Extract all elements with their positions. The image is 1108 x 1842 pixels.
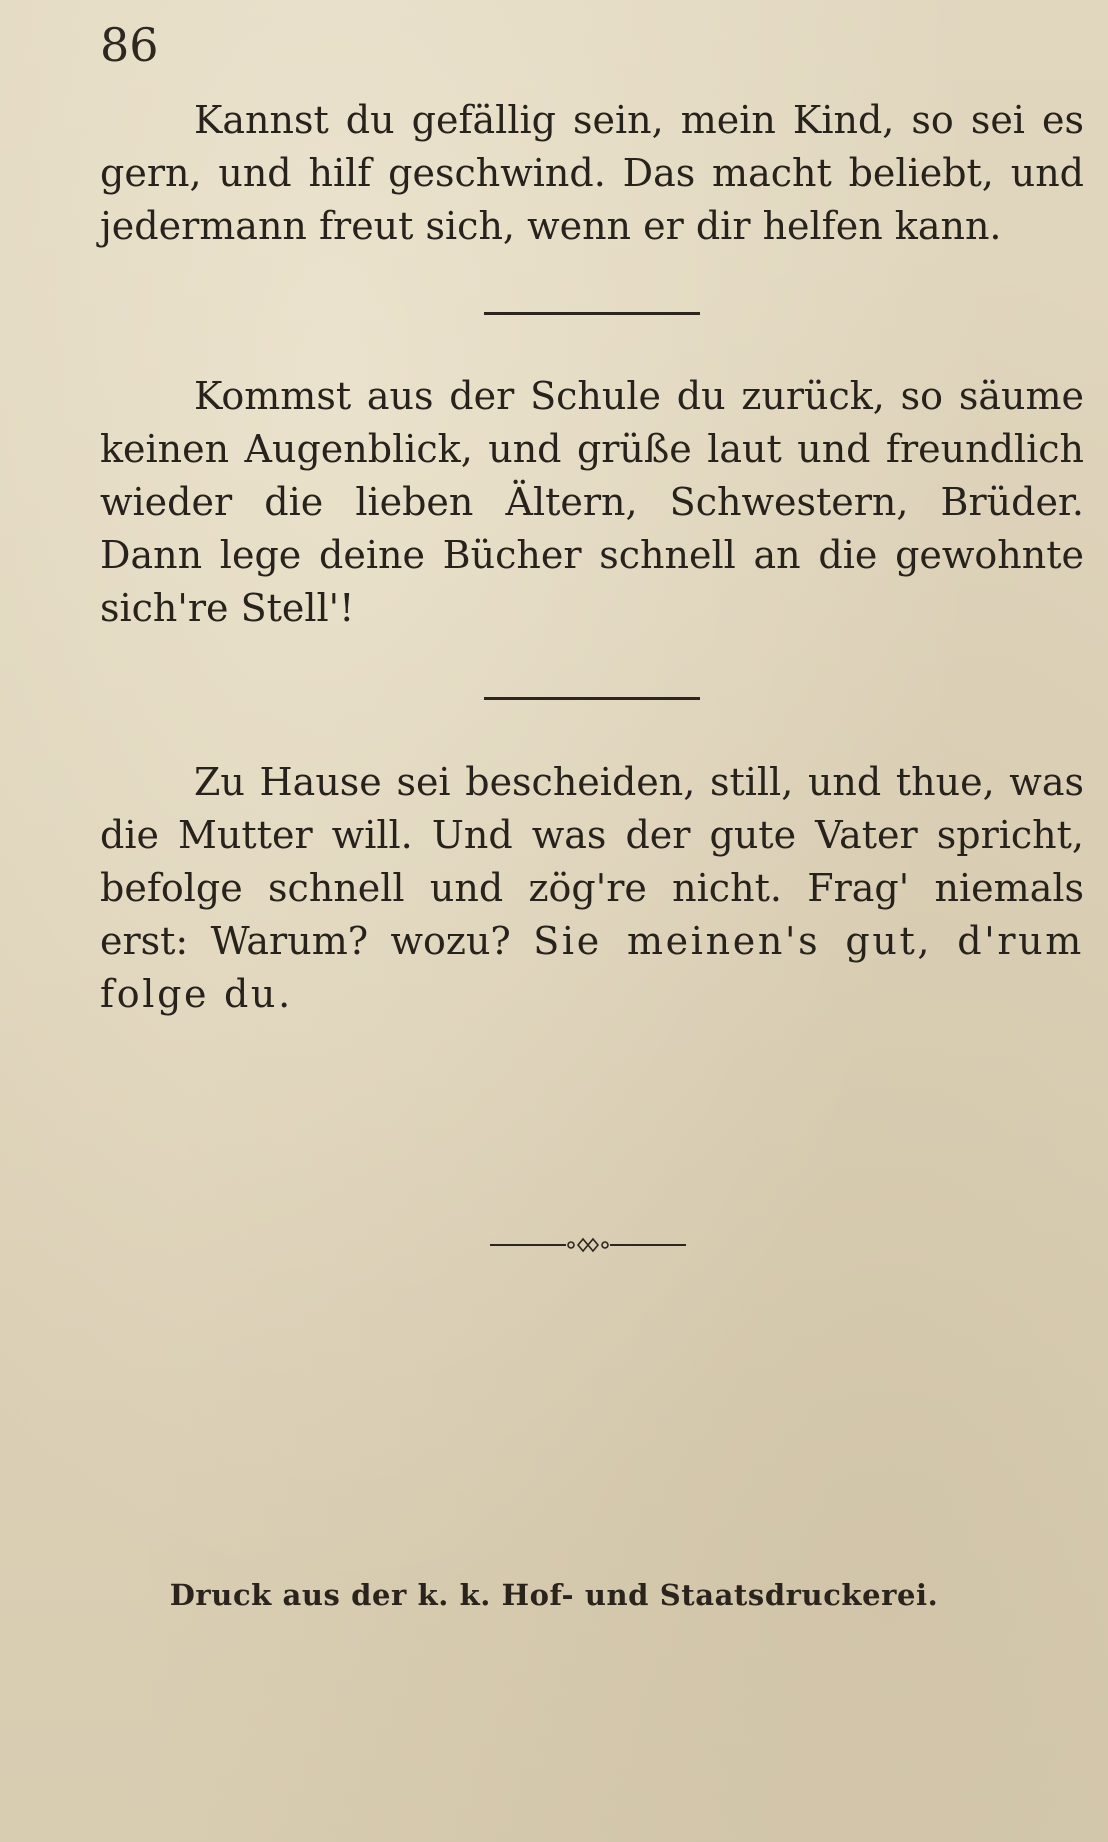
paragraph-obedience-spaced-text: Sie meinen's gut, d'rum folge du.	[100, 919, 1084, 1016]
section-divider	[484, 312, 700, 315]
paragraph-obedience-text: Zu Hause sei bescheiden, still, und thue, was die Mutter will. Und was der gute Vater spricht, befolge schnell und zög're nicht. Frag' niemals erst: Warum? wozu?	[100, 760, 1084, 963]
closing-ornament	[490, 1235, 686, 1255]
paragraph-helpfulness: Kannst du gefällig sein, mein Kind, so sei es gern, und hilf geschwind. Das macht beliebt, und jedermann freut sich, wenn er dir helfen kann.	[100, 98, 1084, 248]
page-number: 86	[100, 18, 159, 72]
section-divider	[484, 697, 700, 700]
paragraph-obedience	[100, 756, 1084, 1021]
paragraph-return-from-school: Kommst aus der Schule du zurück, so säume keinen Augenblick, und grüße laut und freundlich wieder die lieben Ältern, Schwestern, Brüder. Dann lege deine Bücher schnell an die gewohnte sich're Stell'!	[100, 374, 1084, 630]
printer-imprint: Druck aus der k. k. Hof- und Staatsdruckerei.	[169, 1578, 939, 1612]
